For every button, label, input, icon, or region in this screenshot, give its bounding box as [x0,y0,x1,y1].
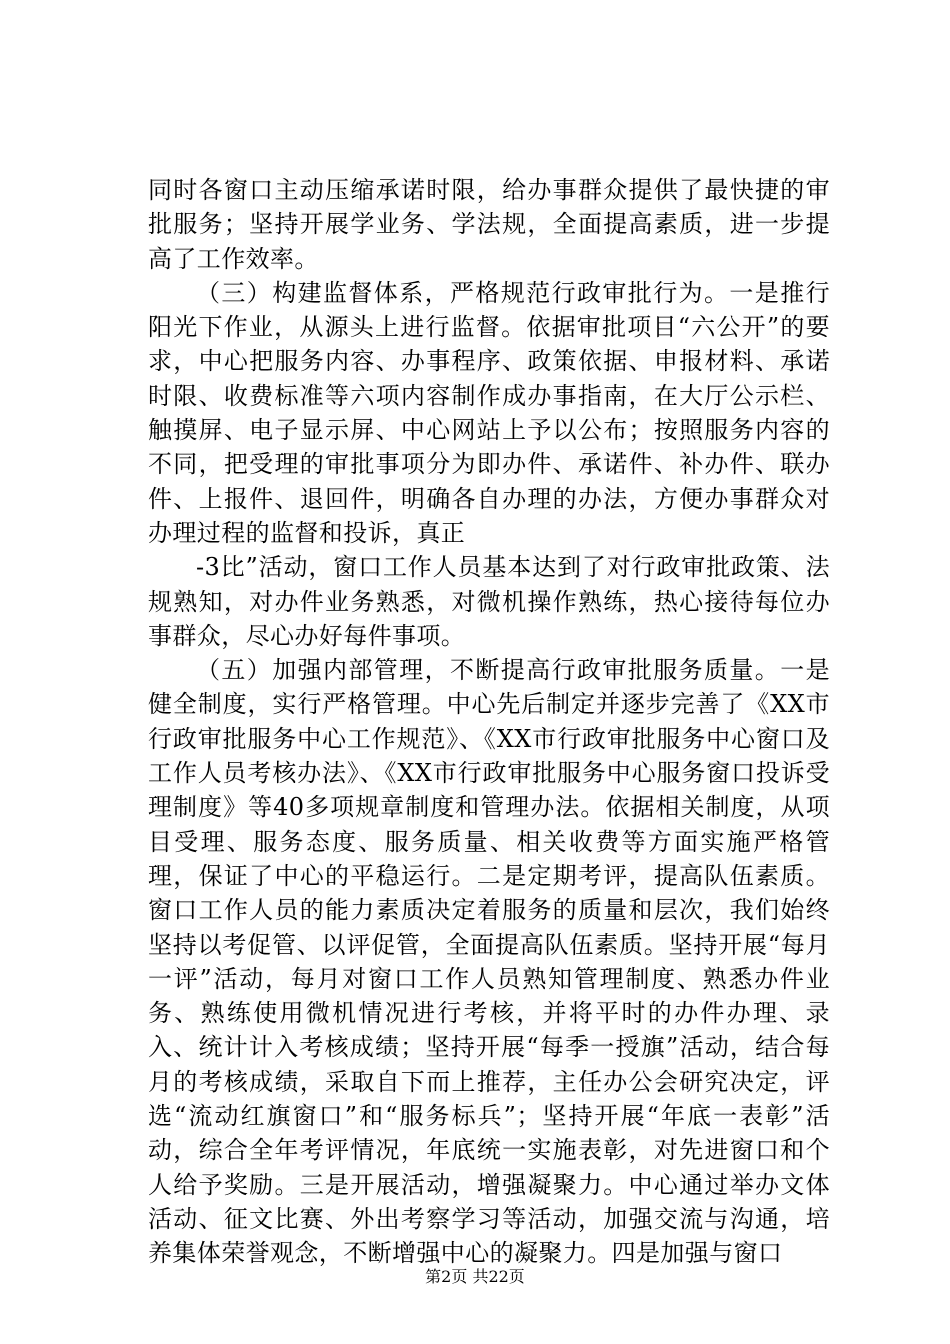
paragraph-3: -3比”活动，窗口工作人员基本达到了对行政审批政策、法规熟知，对办件业务熟悉，对微机操作熟练，热心接待每位办事群众，尽心办好每件事项。 [148,553,830,650]
paragraph-1: 同时各窗口主动压缩承诺时限，给办事群众提供了最快捷的审批服务；坚持开展学业务、学法规，全面提高素质，进一步提高了工作效率。 [148,176,830,273]
page-footer: 第2页 共22页 [425,1267,525,1286]
document-body [148,173,830,1271]
paragraph-4: （五）加强内部管理，不断提高行政审批服务质量。一是健全制度，实行严格管理。中心先后制定并逐步完善了《XX市行政审批服务中心工作规范》、《XX市行政审批服务中心窗口及工作人员考核办法》、《XX市行政审批服务中心服务窗口投诉受理制度》等40多项规章制度和管理办法。依据相关制度，从项目受理、服务态度、服务质量、相关收费等方面实施严格管理，保证了中心的平稳运行。二是定期考评，提高队伍素质。窗口工作人员的能力素质决定着服务的质量和层次，我们始终坚持以考促管、以评促管，全面提高队伍素质。坚持开展“每月一评”活动，每月对窗口工作人员熟知管理制度、熟悉办件业务、熟练使用微机情况进行考核，并将平时的办件办理、录入、统计计入考核成绩；坚持开展“每季一授旗”活动，结合每月的考核成绩，采取自下而上推荐，主任办公会研究决定，评选“流动红旗窗口”和“服务标兵”；坚持开展“年底一表彰”活动，综合全年考评情况，年底统一实施表彰，对先进窗口和个人给予奖励。三是开展活动，增强凝聚力。中心通过举办文体活动、征文比赛、外出考察学习等活动，加强交流与沟通，培养集体荣誉观念，不断增强中心的凝聚力。四是加强与窗口 [148,656,830,1268]
paragraph-2: （三）构建监督体系，严格规范行政审批行为。一是推行阳光下作业，从源头上进行监督。依据审批项目“六公开”的要求，中心把服务内容、办事程序、政策依据、申报材料、承诺时限、收费标准等六项内容制作成办事指南，在大厅公示栏、触摸屏、电子显示屏、中心网站上予以公布；按照服务内容的不同，把受理的审批事项分为即办件、承诺件、补办件、联办件、上报件、退回件，明确各自办理的办法，方便办事群众对办理过程的监督和投诉，真正 [148,278,830,547]
